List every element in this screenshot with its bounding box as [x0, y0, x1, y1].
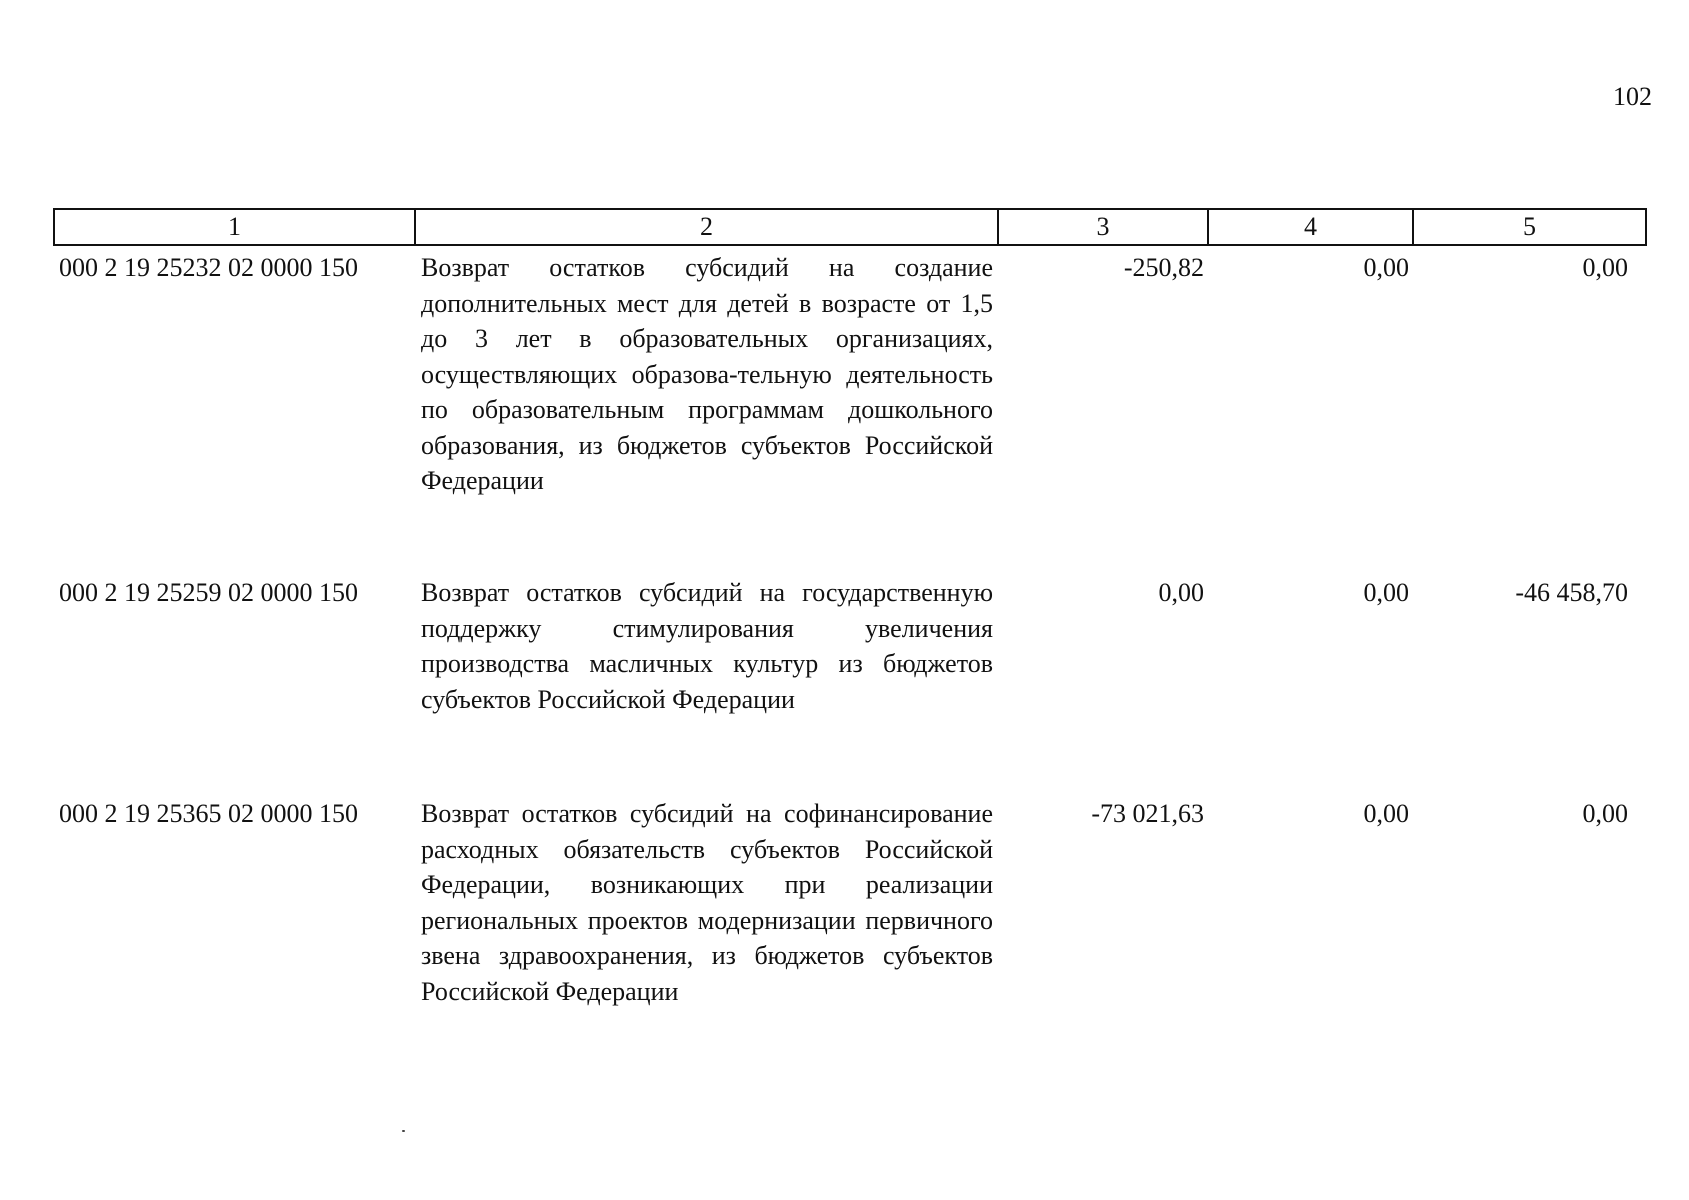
value-col-3: -250,82 [1123, 253, 1204, 282]
item-name: Возврат остатков субсидий на софинансирование расходных обязательств субъектов Российской Федерации, возникающих при реализации региональных проектов модернизации первичного звена здравоохранения, из бюджетов субъектов Российской Федерации [421, 799, 993, 1006]
header-col-4: 4 [1208, 209, 1413, 245]
budget-table [53, 208, 1647, 1086]
header-col-1: 1 [54, 209, 415, 245]
table-header [54, 209, 1646, 245]
budget-table-container [53, 208, 1645, 1086]
value-col-5: -46 458,70 [1515, 578, 1628, 607]
page-number: 102 [1613, 82, 1652, 111]
item-name: Возврат остатков субсидий на государственную поддержку стимулирования увеличения производства масличных культур из бюджетов субъектов Российской Федерации [421, 578, 993, 714]
value-col-5: 0,00 [1582, 253, 1628, 282]
budget-code: 000 2 19 25232 02 0000 150 [59, 253, 358, 282]
table-body [54, 245, 1646, 1086]
table-row [54, 575, 1646, 796]
value-col-4: 0,00 [1363, 799, 1409, 828]
header-col-2: 2 [415, 209, 998, 245]
value-col-3: -73 021,63 [1091, 799, 1204, 828]
header-col-3: 3 [998, 209, 1208, 245]
value-col-4: 0,00 [1363, 253, 1409, 282]
item-name: Возврат остатков субсидий на создание дополнительных мест для детей в возрасте от 1,5 до 3 лет в образовательных организациях, осуществляющих образова-тельную деятельность по образовательным программам дошкольного образования, из бюджетов субъектов Российской Федерации [421, 253, 993, 495]
value-col-5: 0,00 [1582, 799, 1628, 828]
value-col-4: 0,00 [1363, 578, 1409, 607]
budget-code: 000 2 19 25259 02 0000 150 [59, 578, 358, 607]
scan-speck [402, 1130, 405, 1132]
table-row [54, 796, 1646, 1086]
budget-code: 000 2 19 25365 02 0000 150 [59, 799, 358, 828]
header-col-5: 5 [1413, 209, 1646, 245]
table-row [54, 245, 1646, 575]
value-col-3: 0,00 [1158, 578, 1204, 607]
header-row [54, 209, 1646, 245]
